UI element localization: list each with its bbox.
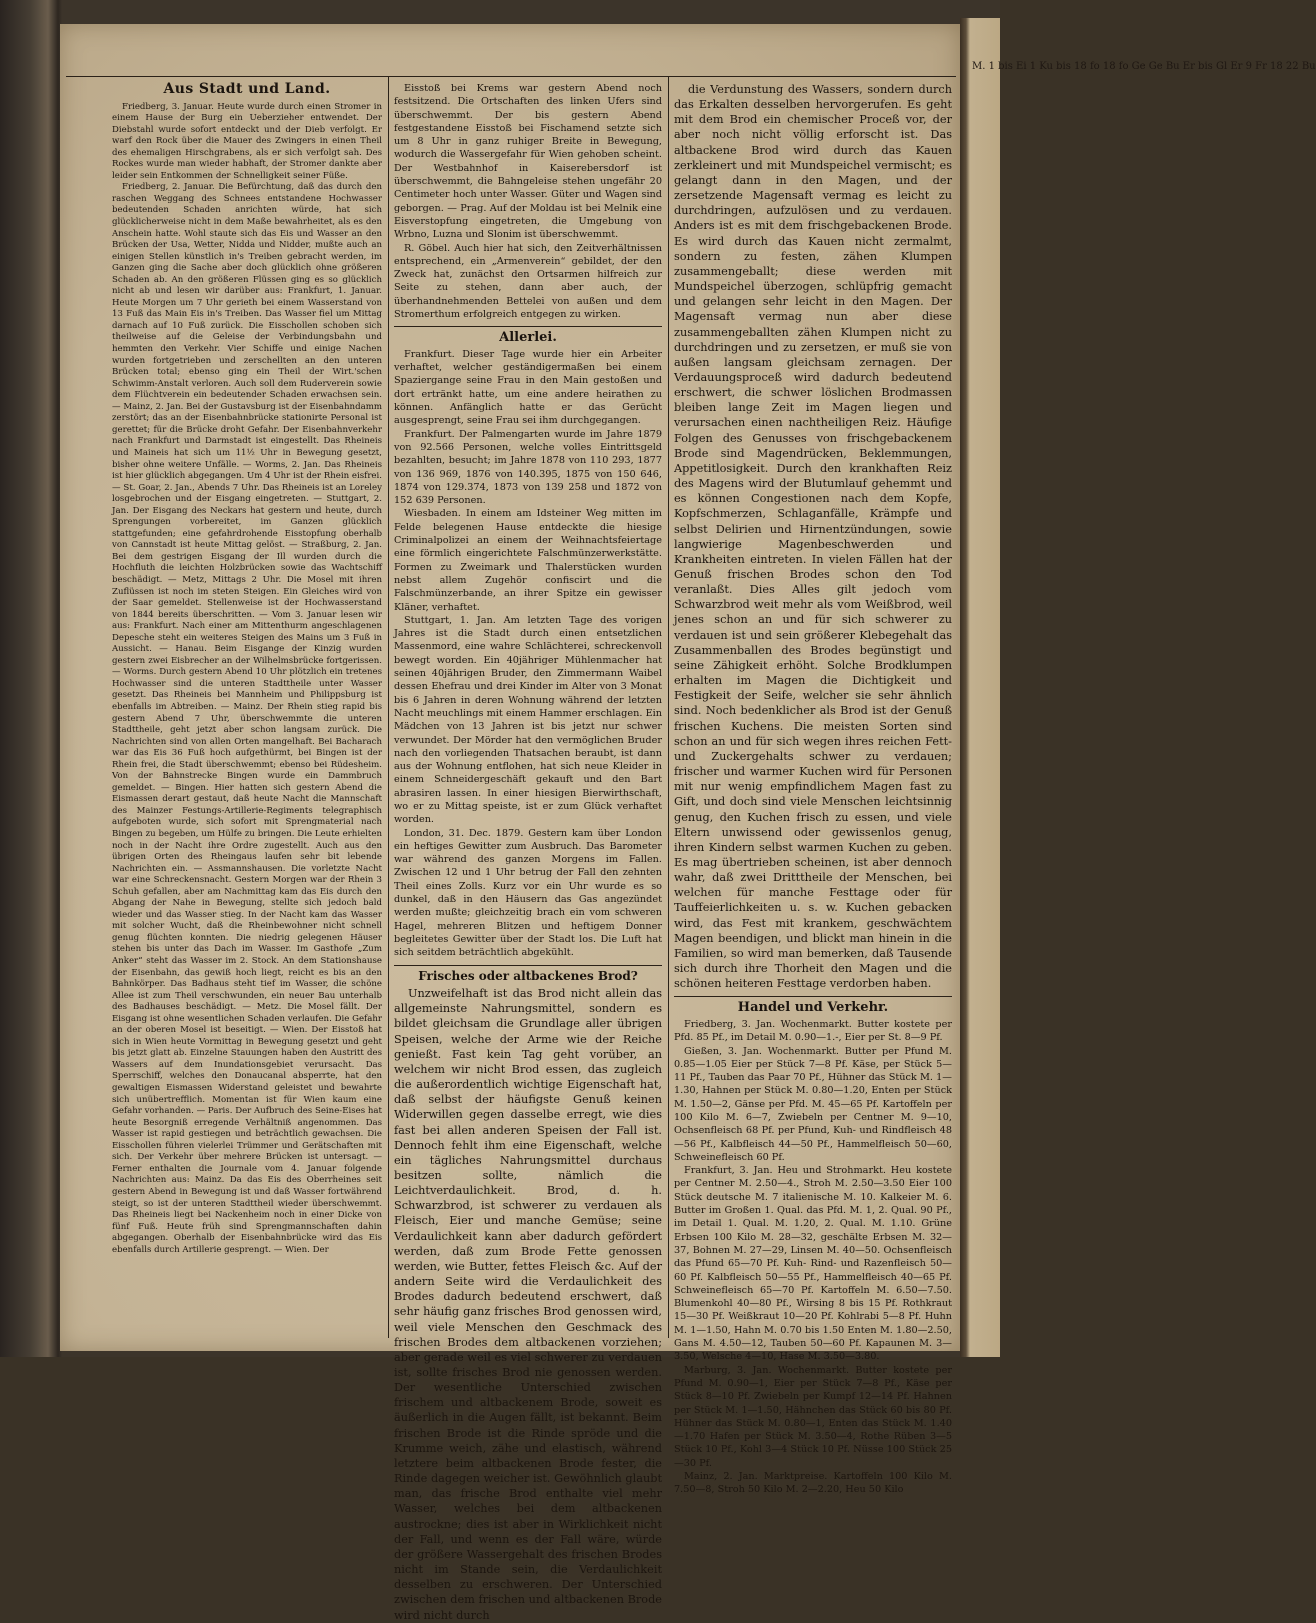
top-rule <box>66 76 956 77</box>
section-heading-handel-und-verkehr: Handel und Verkehr. <box>737 1000 889 1016</box>
section-heading-aus-stadt-und-land: Aus Stadt und Land. <box>163 81 331 97</box>
market-mainz: Mainz, 2. Jan. Marktpreise. Kartoffeln 100 Kilo M. 7.50—8, Stroh 50 Kilo M. 2—2.20, Heu 50 Kilo <box>674 1471 952 1496</box>
section-heading-allerlei: Allerlei. <box>499 330 557 346</box>
article-armenverein: R. Göbel. Auch hier hat sich, den Zeitverhältnissen entsprechend, ein „Armenverein“ gebildet, der den Zweck hat, zunächst den Ortsarmen hilfreich zur Seite zu stehen, dann aber auch, der überhandnehmenden Bettelei von außen und dem Stromerthum erfolgreich entgegen zu wirken. <box>394 242 662 321</box>
column-2-top <box>394 82 662 321</box>
brod-article <box>394 986 662 1623</box>
adjacent-page-fragment: M. 1 bis Ei 1 Ku bis 18 fo 18 fo Ge Ge Bu Er bis Gl Er 9 Fr 18 22 Bu <box>972 61 1316 72</box>
market-giessen: Gießen, 3. Jan. Wochenmarkt. Butter per Pfund M. 0.85—1.05 Eier per Stück 7—8 Pf. Käse, per Stück 5—11 Pf., Tauben das Paar 70 Pf., Hühner das Stück M. 1—1.30, Hahnen per Stück M. 0.80—1.20, Enten per Stück M. 1.50—2, Gänse per Pfd. M. 45—65 Pf. Kartoffeln per 100 Kilo M. 6—7, Zwiebeln per Centner M. 9—10, Ochsenfleisch 68 Pf. per Pfund, Kuh- und Rindfleisch 48—56 Pf., Kalbfleisch 44—50 Pf., Hammelfleisch 50—60, Schweinefleisch 60 Pf. <box>674 1045 952 1163</box>
column-rule-2 <box>668 76 669 1338</box>
column-3 <box>674 82 952 1496</box>
article-heading-brod: Frisches oder altbackenes Brod? <box>418 968 638 983</box>
article-frankfurt-arbeiter: Frankfurt. Dieser Tage wurde hier ein Arbeiter verhaftet, welcher geständigermaßen bei einem Spaziergange seine Frau in den Main gestoßen und dort ertränkt hatte, um eine andere heirathen zu können. Anfänglich hatte er das Gerücht ausgesprengt, seine Frau sei ihm durchgegangen. <box>394 348 662 427</box>
section-rule-3 <box>674 996 952 997</box>
article-brod-body: Unzweifelhaft ist das Brod nicht allein das allgemeinste Nahrungsmittel, sondern es bildet gleichsam die Grundlage aller übrigen Speisen, welche der Arme wie der Reiche genießt. Fast kein Tag geht vorüber, an welchem wir nicht Brod essen, das zugleich die außerordentlich wichtige Eigenschaft hat, daß selbst der häufigste Genuß keinen Widerwillen gegen dasselbe erregt, wie dies fast bei allen anderen Speisen der Fall ist. Dennoch fehlt ihm eine Eigenschaft, welche ein tägliches Nahrungsmittel durchaus besitzen sollte, nämlich die Leichtverdaulichkeit. Brod, d. h. Schwarzbrod, ist schwerer zu verdauen als Fleisch, Eier und manche Gemüse; seine Verdaulichkeit kann aber dadurch gefördert werden, daß zum Brode Fette genossen werden, wie Butter, fettes Fleisch &c. Auf der andern Seite wird die Verdaulichkeit des Brodes dadurch bedeutend erschwert, daß sehr häufig ganz frisches Brod genossen wird, weil viele Menschen den Geschmack des frischen Brodes dem altbackenen vorziehen; aber gerade weil es viel schwerer zu verdauen ist, sollte frisches Brod nie genossen werden. Der wesentliche Unterschied zwischen frischem und altbackenem Brode, soweit es äußerlich in die Augen fällt, ist bekannt. Beim frischen Brode ist die Rinde spröde und die Krumme weich, zähe und elastisch, während letztere beim altbackenen Brode fester, die Rinde dagegen weicher ist. Gewöhnlich glaubt man, das frische Brod enthalte viel mehr Wasser, welches bei dem altbackenen austrockne; dies ist aber in Wirklichkeit nicht der Fall, und wenn es der Fall wäre, würde der größere Wassergehalt des frischen Brodes nicht im Stande sein, die Verdaulichkeit desselben zu erschweren. Der Unterschied zwischen dem frischen und altbackenen Brode wird nicht durch <box>394 987 662 1622</box>
article-brod-cont: die Verdunstung des Wassers, sondern durch das Erkalten desselben hervorgerufen. Es geht mit dem Brod ein chemischer Proceß vor, der aber noch nicht völlig erforscht ist. Das altbackene Brod wird durch das Kauen zerkleinert und mit Mundspeichel vermischt; es gelangt dann in den Magen, und der zersetzende Magensaft vermag es leicht zu durchdringen, aufzulösen und zu verdauen. Anders ist es mit dem frischgebackenen Brode. Es wird durch das Kauen nicht zermalmt, sondern zu festen, zähen Klumpen zusammengeballt; diese werden mit Mundspeichel überzogen, schlüpfrig gemacht und gelangen sehr leicht in den Magen. Der Magensaft vermag nun aber diese zusammengeballten zähen Klumpen nicht zu durchdringen und zu zersetzen, er muß sie von außen langsam gleichsam zernagen. Der Verdauungsproceß wird dadurch bedeutend erschwert, die schwer löslichen Brodmassen bleiben lange Zeit im Magen liegen und verursachen einen nachtheiligen Reiz. Häufige Folgen des Genusses von frischgebackenem Brode sind Magendrücken, Beklemmungen, Appetitlosigkeit. Durch den krankhaften Reiz des Magens wird der Blutumlauf gehemmt und es können Congestionen nach dem Kopfe, Kopfschmerzen, Schlaganfälle, Krämpfe und selbst Delirien und Hirnentzündungen, sowie langwierige Magenbeschwerden und Krankheiten eintreten. In vielen Fällen hat der Genuß frischen Brodes schon den Tod veranlaßt. Dies Alles gilt jedoch vom Schwarzbrod weit mehr als vom Weißbrod, weil jenes schon an und für sich schwerer zu verdauen ist und sein größerer Klebegehalt das Zusammenballen des Brodes begünstigt und seine Zähigkeit erhöht. Solche Brodklumpen erhalten im Magen die Dichtigkeit und Festigkeit der Seife, welcher sie sehr ähnlich sind. Noch bedenklicher als Brod ist der Genuß frischen Kuchens. Die meisten Sorten sind schon an und für sich wegen ihres reichen Fett- und Zuckergehalts schwer zu verdauen; frischer und warmer Kuchen wird für Personen mit nur wenig empfindlichem Magen fast zu Gift, und doch sind viele Menschen leichtsinnig genug, den Kuchen frisch zu essen, und viele Eltern unwissend oder gewissenlos genug, ihren Kindern selbst warmen Kuchen zu geben. Es mag übertrieben scheinen, ist aber dennoch wahr, daß zwei Dritttheile der Menschen, bei welchen für manche Festtage oder für Tauffeierlichkeiten u. s. w. Kuchen gebacken wird, das Fest mit krankem, geschwächtem Magen beendigen, und blickt man hinein in die Familien, so wird man bemerken, daß Tausende sich durch ihre Thorheit den Magen und die schönen heiteren Festtage verdorben haben. <box>674 83 952 991</box>
handel-section <box>674 1018 952 1497</box>
market-friedberg: Friedberg, 3. Jan. Wochenmarkt. Butter kostete per Pfd. 85 Pf., im Detail M. 0.90—1.-, Eier per St. 8—9 Pf. <box>674 1018 952 1044</box>
article-wiesbaden: Wiesbaden. In einem am Idsteiner Weg mitten im Felde belegenen Hause entdeckte die hiesige Criminalpolizei an einem der Weihnachtsfeiertage eine förmlich eingerichtete Falschmünzerwerkstätte. Formen zu Zweimark und Thalerstücken wurden nebst allem Zugehör confiscirt und die Falschmünzerbande, an ihrer Spitze ein gewisser Kläner, verhaftet. <box>394 508 662 613</box>
article-stuttgart: Stuttgart, 1. Jan. Am letzten Tage des vorigen Jahres ist die Stadt durch einen entsetzlichen Massenmord, eine wahre Schlächterei, schreckenvoll bewegt worden. Ein 40jähriger Mühlenmacher hat seinen 40jährigen Bruder, den Zimmermann Waibel dessen Ehefrau und drei Kinder im Alter von 3 Monat bis 6 Jahren in deren Wohnung während der letzten Nacht meuchlings mit einem Hammer erschlagen. Ein Mädchen von 13 Jahren ist bis jetzt nur schwer verwundet. Der Mörder hat den vermöglichen Bruder nach den vorliegenden Thatsachen beraubt, ist dann aus der Wohnung entflohen, hat sich neue Kleider in einem Schneidergeschäft gekauft und den Bart abrasiren lassen. In einer hiesigen Bierwirthschaft, wo er zu Mittag speiste, ist er zum Glück verhaftet worden. <box>394 614 662 826</box>
allerlei-section <box>394 348 662 960</box>
section-rule-2 <box>394 965 662 966</box>
brod-article-cont <box>674 82 952 991</box>
article-london: London, 31. Dec. 1879. Gestern kam über London ein heftiges Gewitter zum Ausbruch. Das Barometer war während des ganzen Morgens im Fallen. Zwischen 12 und 1 Uhr betrug der Fall den zehnten Theil eines Zolls. Kurz vor ein Uhr wurde es so dunkel, daß in den Häusern das Gas angezündet werden mußte; gleichzeitig brach ein vom schweren Hagel, mehreren Blitzen und heftigem Donner begleitetes Gewitter über der Stadt los. Die Luft hat sich seitdem beträchtlich abgekühlt. <box>394 827 662 959</box>
article-friedberg-3-jan: Friedberg, 3. Januar. Heute wurde durch einen Stromer in einem Hause der Burg ein Ueberzieher entwendet. Der Diebstahl wurde sofort entdeckt und der Dieb verfolgt. Er warf den Rock über die Mauer des Zwingers in einen Theil des ehemaligen Hirschgrabens, als er sich verfolgt sah. Des Rockes wurde man wieder habhaft, der Stromer dankte aber leider sein Entkommen der Schnelligkeit seiner Füße. <box>112 101 382 181</box>
article-palmengarten: Frankfurt. Der Palmengarten wurde im Jahre 1879 von 92.566 Personen, welche volles Eintrittsgeld bezahlten, besucht; im Jahre 1878 von 110 293, 1877 von 136 969, 1876 von 140.395, 1875 von 150 646, 1874 von 129.374, 1873 von 139 258 und 1872 von 152 639 Personen. <box>394 428 662 507</box>
article-hochwasser: Friedberg, 2. Januar. Die Befürchtung, daß das durch den raschen Weggang des Schnees entstandene Hochwasser bedeutenden Schaden anrichten würde, hat sich glücklicherweise nicht in dem Maße bewahrheitet, als es den Anschein hatte. Wohl staute sich das Eis und Wasser an den Brücken der Usa, Wetter, Nidda und Nidder, mußte auch an einigen Stellen künstlich in's Treiben gebracht werden, im Ganzen ging die Sache aber doch glücklich ohne größeren Schaden ab. An den größeren Flüssen ging es so glücklich nicht ab und lesen wir darüber aus: Frankfurt, 1. Januar. Heute Morgen um 7 Uhr gerieth bei einem Wasserstand von 13 Fuß das Main Eis in's Treiben. Das Wasser fiel um Mittag darnach auf 10 Fuß zurück. Die Eisschollen schoben sich theilweise auf die Geleise der Verbindungsbahn und hemmten den Verkehr. Vier Schiffe und einige Nachen wurden fortgetrieben und zerschellten an den unteren Brücken total; ebenso ging ein Theil der Wirt.'schen Schwimm-Anstalt verloren. Auch soll dem Ruderverein sowie dem Flüchtverein ein bedeutender Schaden erwachsen sein. — Mainz, 2. Jan. Bei der Gustavsburg ist der Eisenbahndamm zerstört; das an der Eisenbahnbrücke stationirte Personal ist gerettet; für die Brücke droht Gefahr. Der Eisenbahnverkehr nach Frankfurt und Darmstadt ist eingestellt. Das Rheineis und Maineis hat sich um 11½ Uhr in Bewegung gesetzt, bisher ohne weitere Unfälle. — Worms, 2. Jan. Das Rheineis ist hier glücklich abgegangen. Um 4 Uhr ist der Rhein eisfrei. — St. Goar, 2. Jan., Abends 7 Uhr. Das Rheineis ist an Loreley losgebrochen und der Eisgang eingetreten. — Stuttgart, 2. Jan. Der Eisgang des Neckars hat gestern und heute, durch Sprengungen vorbereitet, im Ganzen glücklich stattgefunden; eine gefahrdrohende Eisstopfung oberhalb von Cannstadt ist heute Mittag gelöst. — Straßburg, 2. Jan. Bei dem gestrigen Eisgang der Ill wurden durch die Hochfluth die leichten Holzbrücken sowie das Wachtschiff beschädigt. — Metz, Mittags 2 Uhr. Die Mosel mit ihren Zuflüssen ist noch im steten Steigen. Ein Gleiches wird von der Saar gemeldet. Stellenweise ist der Hochwasserstand von 1844 bereits überschritten. — Vom 3. Januar lesen wir aus: Frankfurt. Nach einer am Mittenthurm angeschlagenen Depesche steht ein weiteres Steigen des Mains um 3 Fuß in Aussicht. — Hanau. Beim Eisgange der Kinzig wurden gestern zwei Eisbrecher an der Wilhelmsbrücke fortgerissen. — Worms. Durch gestern Abend 10 Uhr plötzlich ein tretenes Hochwasser sind die unteren Stadttheile unter Wasser gesetzt. Das Rheineis bei Mannheim und Philippsburg ist ebenfalls im Abtreiben. — Mainz. Der Rhein stieg rapid bis gestern Abend 7 Uhr, überschwemmte die unteren Stadttheile, geht jetzt aber schon langsam zurück. Die Nachrichten sind von allen Orten mangelhaft. Bei Bacharach war das Eis 36 Fuß hoch aufgethürmt, bei Bingen ist der Rhein frei, die Stadt überschwemmt; ebenso bei Rüdesheim. Von der Bahnstrecke Bingen wurde ein Dammbruch gemeldet. — Bingen. Hier hatten sich gestern Abend die Eismassen derart gestaut, daß heute Nacht die Mannschaft des Mainzer Festungs-Artillerie-Regiments telegraphisch aufgeboten wurde, sich sofort mit Sprengmaterial nach Bingen zu begeben, um Hülfe zu bringen. Die Leute erhielten noch in der Nacht ihre Ordre zugestellt. Auch aus den übrigen Orten des Rheingaus laufen sehr bit lebende Nachrichten ein. — Assmannshausen. Die vorletzte Nacht war eine Schreckensnacht. Gestern Morgen war der Rhein 3 Schuh gefallen, aber am Nachmittag kam das Eis durch den Abgang der Nahe in Bewegung, stellte sich jedoch bald wieder und das Wasser stieg. In der Nacht kam das Wasser mit solcher Wucht, daß die Rheinbewohner nicht schnell genug flüchten konnten. Die niedrig gelegenen Häuser stehen bis unter das Dach im Wasser. Im Gasthofe „Zum Anker“ steht das Wasser im 2. Stock. An dem Stationshause der Eisenbahn, das gewiß hoch liegt, reicht es bis an den Bahnkörper. Das Badhaus steht tief im Wasser, die schöne Allee ist zum Theil verschwunden, ein neuer Bau unterhalb des Badhauses beschädigt. — Metz. Die Mosel fällt. Der Eisgang ist ohne wesentlichen Schaden verlaufen. Die Gefahr an der oberen Mosel ist beseitigt. — Wien. Der Eisstoß hat sich in Wien heute Vormittag in Bewegung gesetzt und geht bis jetzt glatt ab. Einzelne Stauungen haben den Austritt des Wassers auf dem Inundationsgebiet verursacht. Das Sperrschiff, welches den Donaucanal absperrte, hat den gewaltigen Eismassen Widerstand geleistet und bewahrte sich unübertrefflich. Momentan ist für Wien kaum eine Gefahr vorhanden. — Paris. Der Aufbruch des Seine-Eises hat heute Besorgniß erregende Verhältniß angenommen. Das Wasser ist rapid gestiegen und beträchtlich gewachsen. Die Eisschollen führen vielerlei Trümmer und Gerätschaften mit sich. Der Verkehr über mehrere Brücken ist untersagt. — Ferner enthalten die Journale vom 4. Januar folgende Nachrichten aus: Mainz. Da das Eis des Oberrheines seit gestern Abend in Bewegung ist und daß Wasser fortwährend steigt, so ist der unteren Stadttheil wieder überschwemmt. Das Rheineis liegt bei Nackenheim noch in einer Dicke von fünf Fuß. Heute früh sind Sprengmannschaften dahin abgegangen. Oberhalb der Eisenbahnbrücke wird das Eis ebenfalls durch Artillerie gesprengt. — Wien. Der <box>112 182 382 1255</box>
market-frankfurt: Frankfurt, 3. Jan. Heu und Strohmarkt. Heu kostete per Centner M. 2.50—4., Stroh M. 2.50—3.50 Eier 100 Stück deutsche M. 7 italienische M. 10. Kalkeier M. 6. Butter im Großen 1. Qual. das Pfd. M. 1, 2. Qual. 90 Pf., im Detail 1. Qual. M. 1.20, 2. Qual. M. 1.10. Grüne Erbsen 100 Kilo M. 28—32, geschälte Erbsen M. 32—37, Bohnen M. 27—29, Linsen M. 40—50. Ochsenfleisch das Pfund 65—70 Pf. Kuh- Rind- und Razenfleisch 50—60 Pf. Kalbfleisch 50—55 Pf., Hammelfleisch 40—65 Pf. Schweinefleisch 65—70 Pf. Kartoffeln M. 6.50—7.50. Blumenkohl 40—80 Pf., Wirsing 8 bis 15 Pf. Rothkraut 15—30 Pf. Weißkraut 10—20 Pf. Kohlrabi 5—8 Pf. Huhn M. 1—1.50, Hahn M. 0.70 bis 1.50 Enten M. 1.80—2.50, Gans M. 4.50—12, Tauben 50—60 Pf. Kapaunen M. 3—3.50, Welsche 4—10, Hase M. 3.50—3.80. <box>674 1165 952 1363</box>
column-rule-1 <box>388 76 389 1338</box>
section-rule <box>394 326 662 327</box>
column-2 <box>394 82 662 1622</box>
article-wien-cont: Eisstoß bei Krems war gestern Abend noch festsitzend. Die Ortschaften des linken Ufers sind überschwemmt. Der bis gestern Abend festgestandene Eisstoß bei Fischamend setzte sich um 8 Uhr in ganz ruhiger Breite in Bewegung, wodurch die Wassergefahr für Wien gehoben scheint. Der Westbahnhof in Kaiserebersdorf ist überschwemmt, die Bahngeleise stehen ungefähr 20 Centimeter hoch unter Wasser. Güter und Wagen sind geborgen. — Prag. Auf der Moldau ist bei Melnik eine Eisverstopfung eingetreten, die Umgebung von Wrbno, Luzna und Slonim ist überschwemmt. <box>394 83 662 241</box>
column-1 <box>112 82 382 1344</box>
market-marburg: Marburg, 3. Jan. Wochenmarkt. Butter kostete per Pfund M. 0.90—1, Eier per Stück 7—8 Pf., Käse per Stück 8—10 Pf. Zwiebeln per Kumpf 12—14 Pf. Hahnen per Stück M. 1—1.50, Hähnchen das Stück 60 bis 80 Pf. Hühner das Stück M. 0.80—1, Enten das Stück M. 1.40—1.70 Hafen per Stück M. 3.50—4, Rothe Rüben 3—5 Stück 10 Pf., Kohl 3—4 Stück 10 Pf. Nüsse 100 Stück 25—30 Pf. <box>674 1364 952 1469</box>
